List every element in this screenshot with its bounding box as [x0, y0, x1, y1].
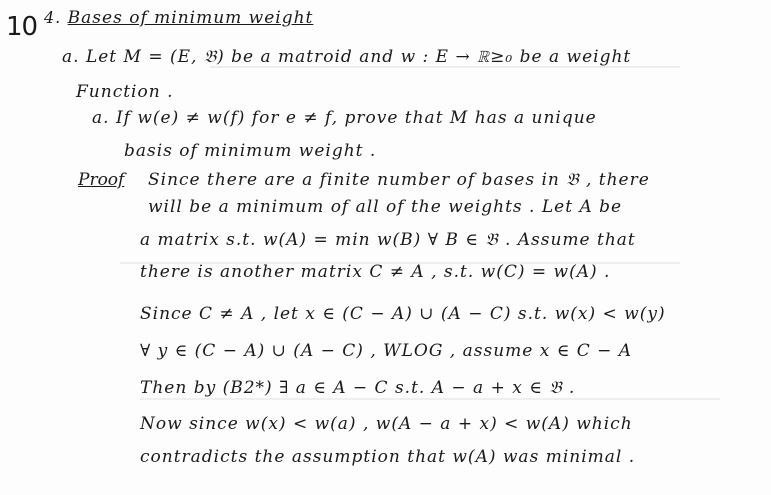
- section-heading: [44, 8, 313, 28]
- proof-line: Now since w(x) < w(a) , w(A − a + x) < w(A) which: [140, 414, 633, 434]
- proof-line: Since there are a finite number of bases in 𝔅 , there: [148, 170, 650, 190]
- proof-line: ∀ y ∈ (C − A) ∪ (A − C) , WLOG , assume x ∈ C − A: [140, 341, 633, 361]
- proof-label: Proof: [78, 170, 125, 190]
- part-a-line-1: [92, 108, 597, 128]
- part-a-line-2: basis of minimum weight .: [124, 141, 377, 161]
- proof-line: will be a minimum of all of the weights . Let A be: [148, 197, 623, 217]
- proof-line: contradicts the assumption that w(A) was minimal .: [140, 447, 636, 467]
- proof-line: a matrix s.t. w(A) = min w(B) ∀ B ∈ 𝔅 . Assume that: [140, 230, 636, 250]
- problem-statement-line-1: [62, 47, 631, 67]
- problem-statement-line-2: Function .: [76, 82, 174, 102]
- bleed-through-shadow: [140, 398, 720, 400]
- proof-line: Since C ≠ A , let x ∈ (C − A) ∪ (A − C) s.t. w(x) < w(y): [140, 304, 666, 324]
- proof-line: Then by (B2*) ∃ a ∈ A − C s.t. A − a + x ∈ 𝔅 .: [140, 378, 576, 398]
- part-a-text-1: If w(e) ≠ w(f) for e ≠ f, prove that M has a unique: [115, 108, 597, 128]
- proof-line: there is another matrix C ≠ A , s.t. w(C) = w(A) .: [140, 262, 611, 282]
- section-title: Bases of minimum weight: [67, 8, 314, 28]
- part-a-label: a.: [92, 108, 110, 128]
- problem-label: a.: [62, 47, 80, 67]
- page-number: 10: [6, 12, 38, 42]
- problem-text-1: Let M = (E, 𝔅) be a matroid and w : E → ℝ≥₀ be a weight: [85, 47, 632, 67]
- section-number: 4.: [44, 8, 62, 27]
